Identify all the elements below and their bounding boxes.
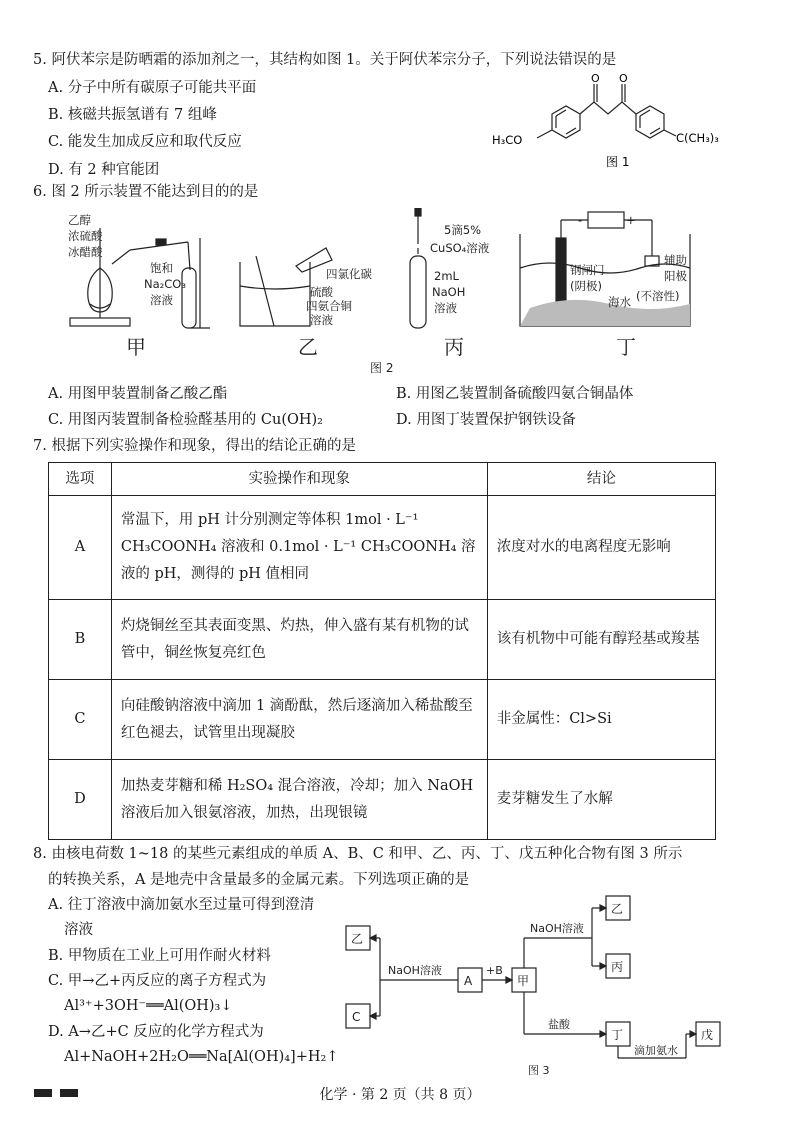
figure3-conversion-diagram bbox=[340, 888, 740, 1084]
fig3-label-naoh-left: NaOH溶液 bbox=[388, 964, 442, 977]
table-header-row bbox=[49, 463, 716, 496]
row-b-operation: 灼烧铜丝至其表面变黑、灼热，伸入盛有某有机物的试管中，铜丝恢复亮红色 bbox=[111, 600, 487, 680]
row-b-option: B bbox=[49, 600, 112, 680]
row-c-conclusion: 非金属性：Cl>Si bbox=[487, 680, 715, 760]
q8-stem-line2: 的转换关系，A 是地壳中含量最多的金属元素。下列选项正确的是 bbox=[48, 872, 470, 888]
page-footer: 化学 · 第 2 页（共 8 页） bbox=[319, 1087, 481, 1103]
jia-reagent-3: 冰醋酸 bbox=[68, 245, 103, 259]
jia-receiver-2: Na₂CO₃ bbox=[144, 277, 186, 291]
ding-plus: + bbox=[626, 213, 636, 227]
fig3-box-yi-right: 乙 bbox=[611, 902, 624, 916]
apparatus-bing bbox=[410, 208, 426, 328]
fig3-box-jia: 甲 bbox=[517, 974, 530, 988]
q7-stem: 7. 根据下列实验操作和现象，得出的结论正确的是 bbox=[33, 438, 356, 454]
bing-drop-2: CuSO₄溶液 bbox=[430, 241, 490, 255]
ding-sea: 海水 bbox=[608, 295, 631, 309]
fig3-label-plus-b: +B bbox=[486, 964, 503, 977]
bing-tube-2: NaOH bbox=[432, 285, 466, 299]
label-ding: 丁 bbox=[616, 335, 636, 359]
fig3-label-naoh-right: NaOH溶液 bbox=[530, 922, 584, 935]
table-row bbox=[49, 496, 716, 600]
fig3-box-c: C bbox=[352, 1010, 361, 1024]
bing-drop-1: 5滴5% bbox=[444, 223, 482, 237]
ding-gate-1: 钢闸门 bbox=[570, 263, 605, 277]
row-c-option: C bbox=[49, 680, 112, 760]
label-yi: 乙 bbox=[298, 335, 318, 359]
yi-bottom-3: 溶液 bbox=[310, 313, 333, 327]
label-jia: 甲 bbox=[126, 335, 146, 359]
ding-anode-2: 阳极 bbox=[664, 269, 687, 283]
methoxy-group-label: H₃CO bbox=[492, 133, 523, 147]
q8-stem-line1: 8. 由核电荷数 1~18 的某些元素组成的单质 A、B、C 和甲、乙、丙、丁、戊五种化合物有图 3 所示 bbox=[33, 846, 683, 862]
row-c-operation: 向硅酸钠溶液中滴加 1 滴酚酞，然后逐滴加入稀盐酸至红色褪去，试管里出现凝胶 bbox=[111, 680, 487, 760]
figure2-caption: 图 2 bbox=[370, 361, 394, 375]
row-b-conclusion: 该有机物中可能有醇羟基或羧基 bbox=[487, 600, 715, 680]
q5-option-a: A. 分子中所有碳原子可能共平面 bbox=[48, 80, 257, 96]
row-d-operation: 加热麦芽糖和稀 H₂SO₄ 混合溶液，冷却；加入 NaOH 溶液后加入银氨溶液，加热，出现银镜 bbox=[111, 760, 487, 840]
q7-table bbox=[48, 462, 716, 840]
jia-reagent-2: 浓硫酸 bbox=[68, 229, 103, 243]
fig3-box-ding: 丁 bbox=[611, 1028, 624, 1042]
q6-option-d: D. 用图丁装置保护钢铁设备 bbox=[396, 412, 576, 428]
q5-option-d: D. 有 2 种官能团 bbox=[48, 162, 160, 178]
bing-tube-3: 溶液 bbox=[434, 301, 457, 315]
figure2-apparatus bbox=[60, 208, 720, 378]
q5-stem: 5. 阿伏苯宗是防晒霜的添加剂之一，其结构如图 1。关于阿伏苯宗分子，下列说法错误的是 bbox=[33, 52, 617, 68]
row-a-operation: 常温下，用 pH 计分别测定等体积 1mol · L⁻¹ CH₃COONH₄ 溶液和 0.1mol · L⁻¹ CH₃COONH₄ 溶液的 pH，测得的 pH 值相同 bbox=[111, 496, 487, 600]
ding-anode-1: 辅助 bbox=[664, 253, 687, 267]
fig3-label-hcl: 盐酸 bbox=[548, 1018, 570, 1031]
yi-bottom-1: 硫酸 bbox=[310, 285, 333, 299]
q6-option-a: A. 用图甲装置制备乙酸乙酯 bbox=[48, 386, 228, 402]
q8-option-c-equation: Al³⁺+3OH⁻══Al(OH)₃↓ bbox=[64, 998, 233, 1014]
q8-option-b: B. 甲物质在工业上可用作耐火材料 bbox=[48, 948, 271, 964]
table-row bbox=[49, 760, 716, 840]
table-row bbox=[49, 600, 716, 680]
row-d-conclusion: 麦芽糖发生了水解 bbox=[487, 760, 715, 840]
apparatus-jia bbox=[70, 228, 210, 328]
q8-option-c: C. 甲→乙+丙反应的离子方程式为 bbox=[48, 973, 267, 989]
q5-option-c: C. 能发生加成反应和取代反应 bbox=[48, 134, 242, 150]
fig3-box-a: A bbox=[464, 974, 473, 988]
q8-option-d: D. A→乙+C 反应的化学方程式为 bbox=[48, 1024, 264, 1040]
q6-stem: 6. 图 2 所示装置不能达到目的的是 bbox=[33, 184, 259, 200]
jia-receiver-3: 溶液 bbox=[150, 293, 173, 307]
row-a-conclusion: 浓度对水的电离程度无影响 bbox=[487, 496, 715, 600]
label-bing: 丙 bbox=[444, 335, 464, 359]
q8-option-a: A. 往丁溶液中滴加氨水至过量可得到澄清 bbox=[48, 897, 315, 913]
jia-receiver-1: 饱和 bbox=[150, 261, 173, 275]
q5-option-b: B. 核磁共振氢谱有 7 组峰 bbox=[48, 107, 217, 123]
q8-option-d-equation: Al+NaOH+2H₂O══Na[Al(OH)₄]+H₂↑ bbox=[64, 1049, 339, 1065]
fig3-label-nh3: 滴加氨水 bbox=[634, 1044, 678, 1057]
row-a-option: A bbox=[49, 496, 112, 600]
q8-option-a-cont: 溶液 bbox=[64, 922, 93, 938]
figure3-caption: 图 3 bbox=[528, 1064, 550, 1077]
q6-option-b: B. 用图乙装置制备硫酸四氨合铜晶体 bbox=[396, 386, 634, 402]
row-d-option: D bbox=[49, 760, 112, 840]
yi-bottom-2: 四氨合铜 bbox=[306, 299, 352, 313]
svg-text:O: O bbox=[591, 72, 600, 85]
ding-minus: - bbox=[578, 213, 583, 227]
svg-text:C(CH₃)₃: C(CH₃)₃ bbox=[676, 131, 719, 145]
figure1-avobenzone-structure bbox=[492, 72, 732, 174]
header-option: 选项 bbox=[49, 463, 112, 496]
fig3-box-wu: 戊 bbox=[701, 1028, 714, 1042]
q6-option-c: C. 用图丙装置制备检验醛基用的 Cu(OH)₂ bbox=[48, 412, 323, 428]
bing-tube-1: 2mL bbox=[434, 269, 459, 283]
svg-text:图 1: 图 1 bbox=[606, 155, 630, 169]
header-operation: 实验操作和现象 bbox=[111, 463, 487, 496]
fig3-box-bing: 丙 bbox=[611, 960, 624, 974]
table-row bbox=[49, 680, 716, 760]
yi-top-label: 四氯化碳 bbox=[326, 267, 372, 281]
fig3-box-yi-left: 乙 bbox=[351, 932, 364, 946]
svg-text:O: O bbox=[619, 72, 628, 85]
ding-gate-2: (阴极) bbox=[570, 279, 602, 293]
jia-reagent-1: 乙醇 bbox=[68, 213, 91, 227]
ding-insoluble: (不溶性) bbox=[636, 289, 680, 303]
header-conclusion: 结论 bbox=[487, 463, 715, 496]
